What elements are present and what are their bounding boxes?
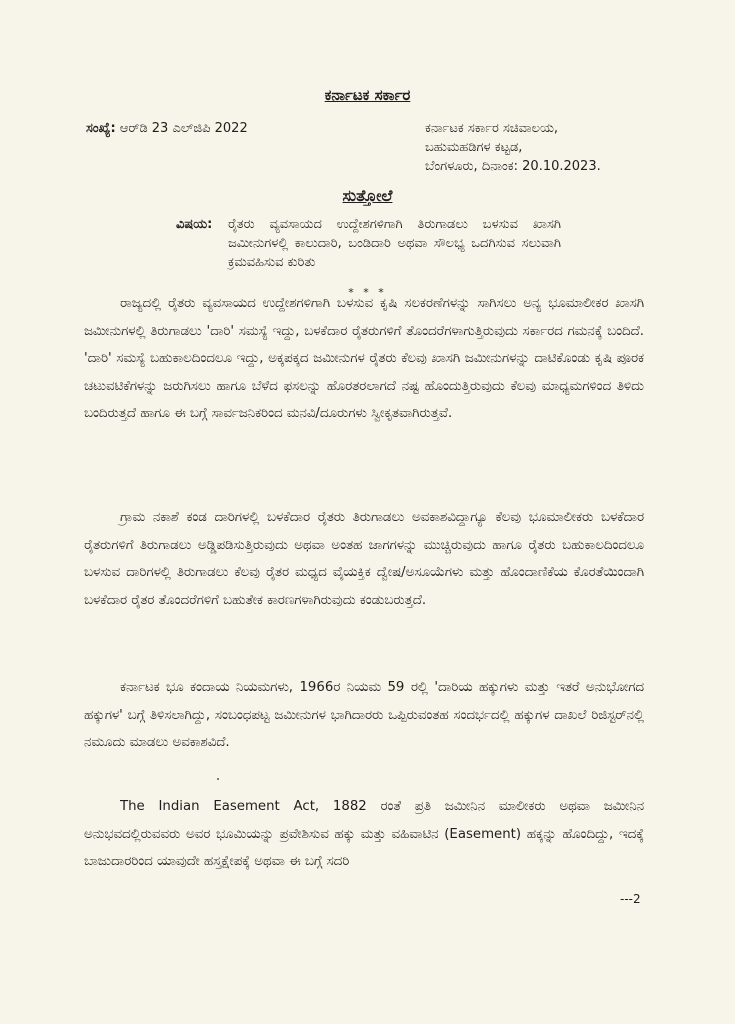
stray-dot-mark [217,778,219,780]
paragraph-1: ರಾಜ್ಯದಲ್ಲಿ ರೈತರು ವ್ಯವಸಾಯದ ಉದ್ದೇಶಗಳಿಗಾಗಿ ಬಳಸುವ ಕೃಷಿ ಸಲಕರಣೆಗಳನ್ನು ಸಾಗಿಸಲು ಅನ್ಯ ಭೂಮಾಲೀಕರ ಖಾಸಗಿ ಜಮೀನುಗಳಲ್ಲಿ ತಿರುಗಾಡಲು 'ದಾರಿ' ಸಮಸ್ಯೆ ಇದ್ದು, ಬಳಕೆದಾರ ರೈತರುಗಳಿಗೆ ತೊಂದರೆಗಳಾಗುತ್ತಿರುವುದು ಸರ್ಕಾರದ ಗಮನಕ್ಕೆ ಬಂದಿದೆ. 'ದಾರಿ' ಸಮಸ್ಯೆ ಬಹುಕಾಲದಿಂದಲೂ ಇದ್ದು, ಅಕ್ಕಪಕ್ಕದ ಜಮೀನುಗಳ ರೈತರು ಕೆಲವು ಖಾಸಗಿ ಜಮೀನುಗಳನ್ನು ದಾಟಿಕೊಂಡು ಕೃಷಿ ಪೂರಕ ಚಟುವಟಿಕೆಗಳನ್ನು ಜರುಗಿಸಲು ಹಾಗೂ ಬೆಳೆದ ಫಸಲನ್ನು ಹೊರತರಲಾಗದೆ ನಷ್ಟ ಹೊಂದುತ್ತಿರುವುದು ಕೆಲವು ಮಾಧ್ಯಮಗಳಿಂದ ತಿಳಿದು ಬಂದಿರುತ್ತದೆ ಹಾಗೂ ಈ ಬಗ್ಗೆ ಸಾರ್ವಜನಿಕರಿಂದ ಮನವಿ/ದೂರುಗಳು ಸ್ವೀಕೃತವಾಗಿರುತ್ತವೆ. [84,296,644,421]
reference-number [86,121,248,136]
paragraph-2: ಗ್ರಾಮ ನಕಾಶೆ ಕಂಡ ದಾರಿಗಳಲ್ಲಿ ಬಳಕೆದಾರ ರೈತರು ತಿರುಗಾಡಲು ಅವಕಾಶವಿದ್ದಾಗ್ಯೂ ಕೆಲವು ಭೂಮಾಲೀಕರು ಬಳಕೆದಾರ ರೈತರುಗಳಿಗೆ ತಿರುಗಾಡಲು ಅಡ್ಡಿಪಡಿಸುತ್ತಿರುವುದು ಅಥವಾ ಅಂತಹ ಜಾಗಗಳನ್ನು ಮುಚ್ಚಿರುವುದು ಹಾಗೂ ರೈತರು ಬಹುಕಾಲದಿಂದಲೂ ಬಳಸುವ ದಾರಿಗಳಲ್ಲಿ ತಿರುಗಾಡಲು ಕೆಲವು ರೈತರ ಮಧ್ಯದ ವೈಯಕ್ತಿಕ ದ್ವೇಷ/ಅಸೂಯೆಗಳು ಮತ್ತು ಹೊಂದಾಣಿಕೆಯ ಕೊರತೆಯಿಂದಾಗಿ ಬಳಕೆದಾರ ರೈತರ ತೊಂದರೆಗಳಿಗೆ ಬಹುತೇಕ ಕಾರಣಗಳಾಗಿರುವುದು ಕಂಡುಬರುತ್ತದೆ. [84,510,644,608]
subject-label: ವಿಷಯ: [176,217,213,232]
paragraph-4: The Indian Easement Act, 1882 ರಂತೆ ಪ್ರತಿ ಜಮೀನಿನ ಮಾಲೀಕರು ಅಥವಾ ಜಮೀನಿನ ಅನುಭವದಲ್ಲಿರುವವರು ಅವರ ಭೂಮಿಯನ್ನು ಪ್ರವೇಶಿಸುವ ಹಕ್ಕು ಮತ್ತು ವಹಿವಾಟಿನ (Easement) ಹಕ್ಕನ್ನು ಹೊಂದಿದ್ದು, ಇದಕ್ಕೆ ಬಾಜುದಾರರಿಂದ ಯಾವುದೇ ಹಸ್ತಕ್ಷೇಪಕ್ಕೆ ಅಥವಾ ಈ ಬಗ್ಗೆ ಸದರಿ [84,799,644,869]
address-line-3: ಬೆಂಗಳೂರು, ದಿನಾಂಕ: 20.10.2023. [425,159,601,174]
address-line-2: ಬಹುಮಹಡಿಗಳ ಕಟ್ಟಡ, [425,140,523,155]
subject-block [176,215,561,272]
address-line-1: ಕರ್ನಾಟಕ ಸರ್ಕಾರ ಸಚಿವಾಲಯ, [425,121,559,136]
separator-stars: * * * [348,286,387,299]
reference-value: ಆರ್‌ಡಿ 23 ಎಲ್‌ಜಿಪಿ 2022 [119,121,248,136]
circular-title: ಸುತ್ತೋಲೆ [342,186,393,205]
subject-text: ರೈತರು ವ್ಯವಸಾಯದ ಉದ್ದೇಶಗಳಿಗಾಗಿ ತಿರುಗಾಡಲು ಬಳಸುವ ಖಾಸಗಿ ಜಮೀನುಗಳಲ್ಲಿ ಕಾಲುದಾರಿ, ಬಂಡಿದಾರಿ ಅಥವಾ ಸೌಲಭ್ಯ ಒದಗಿಸುವ ಸಲುವಾಗಿ ಕ್ರಮವಹಿಸುವ ಕುರಿತು [228,217,561,270]
office-address [425,119,601,176]
reference-label: ಸಂಖ್ಯೆ: [86,121,116,136]
paragraph-3: ಕರ್ನಾಟಕ ಭೂ ಕಂದಾಯ ನಿಯಮಗಳು, 1966ರ ನಿಯಮ 59 ರಲ್ಲಿ 'ದಾರಿಯ ಹಕ್ಕುಗಳು ಮತ್ತು ಇತರೆ ಅನುಭೋಗದ ಹಕ್ಕುಗಳ' ಬಗ್ಗೆ ತಿಳಿಸಲಾಗಿದ್ದು, ಸಂಬಂಧಪಟ್ಟ ಜಮೀನುಗಳ ಭಾಗಿದಾರರು ಒಪ್ಪಿರುವಂತಹ ಸಂದರ್ಭದಲ್ಲಿ ಹಕ್ಕುಗಳ ದಾಖಲೆ ರಿಜಿಸ್ಟರ್‌ನಲ್ಲಿ ನಮೂದು ಮಾಡಲು ಅವಕಾಶವಿದೆ. [84,680,644,750]
government-heading: ಕರ್ನಾಟಕ ಸರ್ಕಾರ [324,86,411,104]
page-number: ---2 [620,892,641,906]
